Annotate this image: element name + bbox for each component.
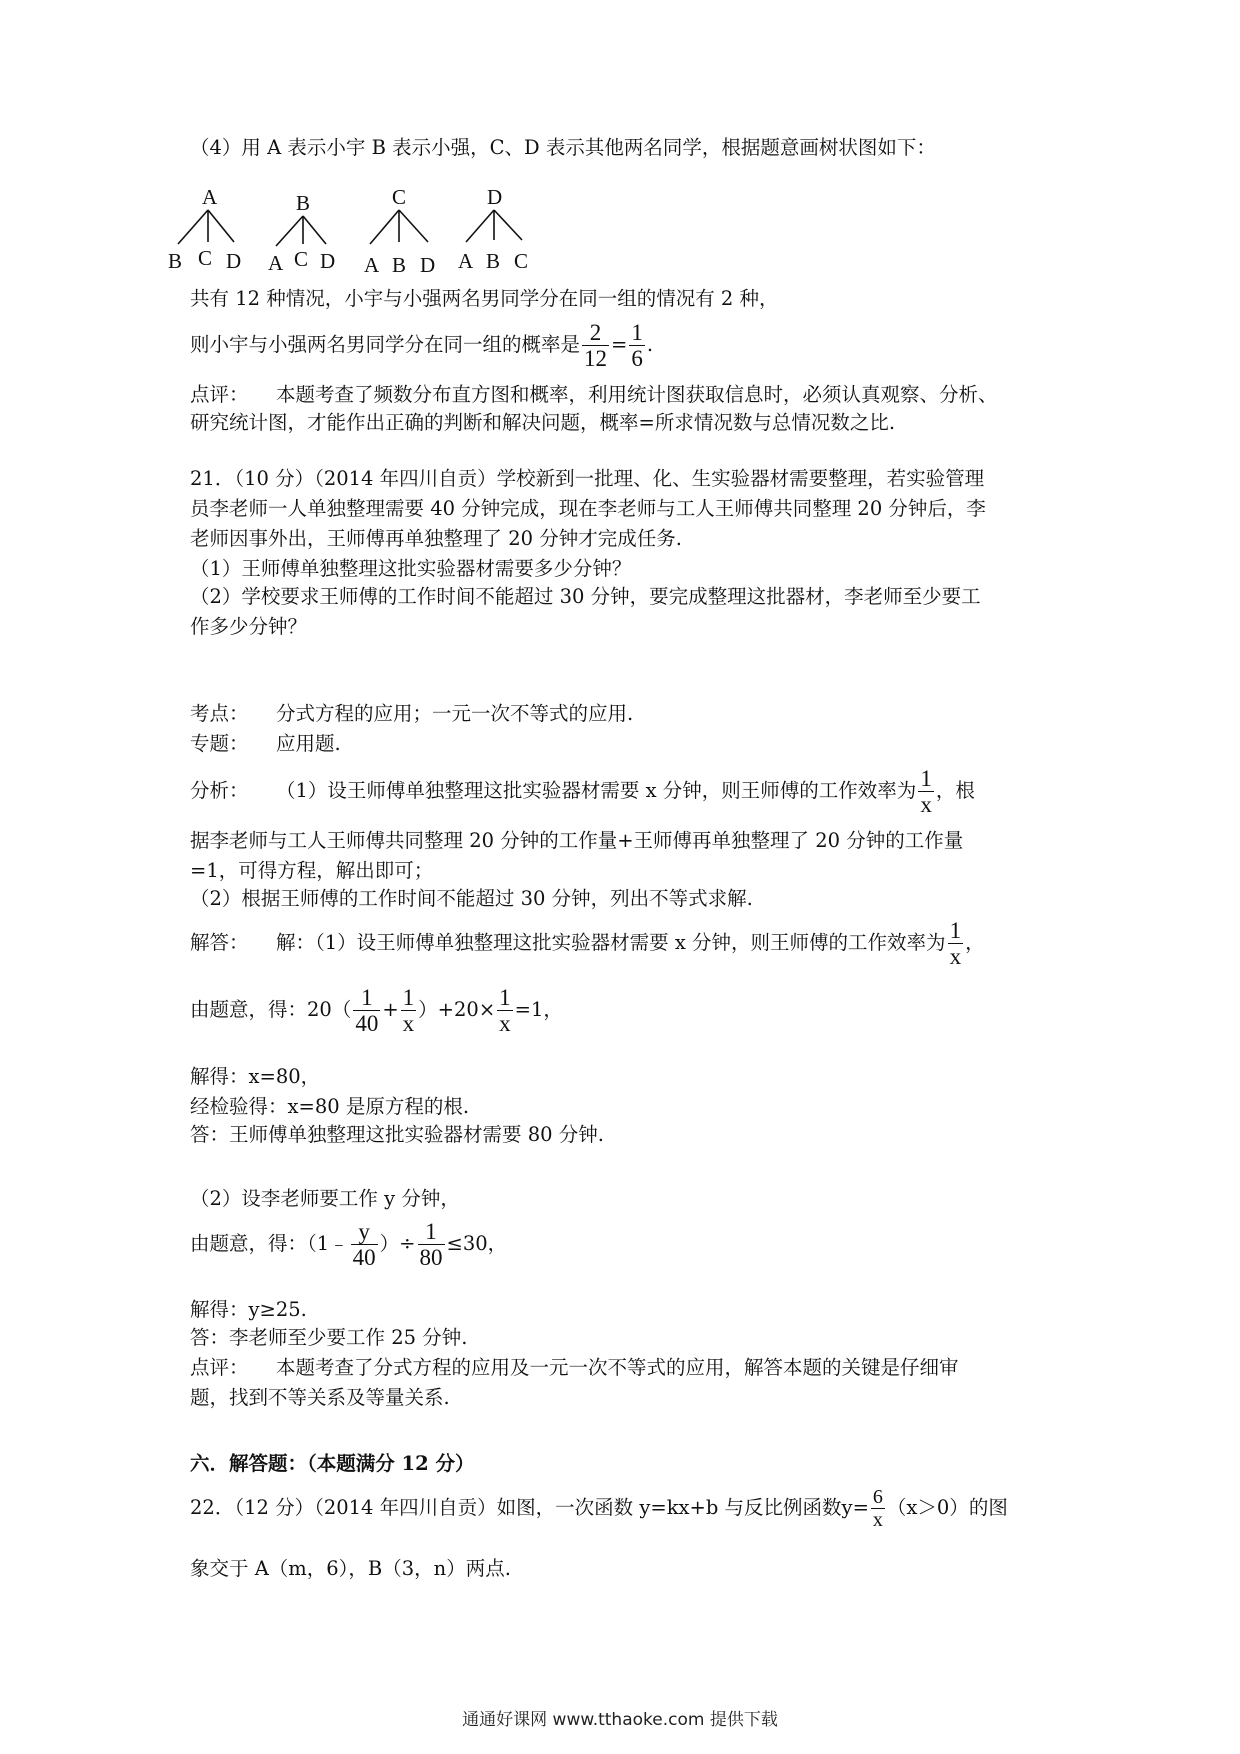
fraction-1-over-x [497,985,513,1036]
denominator: x [949,944,962,969]
fraction-6-over-x [871,1486,885,1531]
tree-b-child-2: C [294,247,309,271]
tree-b-child-3: D [320,249,336,273]
numerator: 1 [402,985,415,1010]
tree-b [268,191,335,275]
review21-line2: 题，找到不等关系及等量关系. [190,1386,450,1409]
fraction-y-over-40 [351,1219,378,1270]
fenxi-text-end: ，根 [935,779,975,802]
numerator: 1 [920,766,932,791]
review-label: 点评： [190,383,249,406]
denominator: 40 [352,1245,376,1270]
q21-line1: 21．（10 分）（2014 年四川自贡）学校新到一批理、化、生实验器材需要整理，若实验管理 [190,467,985,490]
jieda-line1 [190,918,985,969]
tree-d-child-2: B [486,249,501,273]
q22-text: 22．（12 分）（2014 年四川自贡）如图，一次函数 y=kx+b 与反比例函数 [190,1496,842,1519]
kaodian-line [190,700,633,728]
review-text: 本题考查了频数分布直方图和概率，利用统计图获取信息时，必须认真观察、分析、 [276,383,998,406]
part4-intro: （4）用 A 表示小宇 B 表示小强，C、D 表示其他两名同学，根据题意画树状图如下： [190,136,936,159]
tree-b-root: B [296,191,311,215]
numerator: 1 [499,985,511,1010]
fraction-1-over-x [401,985,417,1036]
fenxi-line4: （2）根据王师傅的工作时间不能超过 30 分钟，列出不等式求解. [190,887,753,910]
part2-set: （2）设李老师要工作 y 分钟， [190,1187,460,1210]
tree-d-root: D [487,185,503,209]
jieda-label: 解答： [190,931,249,954]
fraction-1-over-80 [418,1219,445,1270]
fraction-1-over-x [918,766,934,817]
fenxi-line3: =1，可得方程，解出即可； [190,859,434,882]
fraction-1-over-x [948,918,964,969]
tree-d-child-3: C [514,249,529,273]
part4-probability [190,320,653,371]
tree-a-child-2: C [198,246,213,270]
eq2-middle: ）÷ [379,1232,416,1255]
tree-a [168,185,241,273]
review21-line1 [190,1354,959,1382]
footer-credit: 通通好课网 www.tthaoke.com 提供下载 [462,1710,778,1730]
review20-line1 [190,381,998,409]
part4-cases: 共有 12 种情况，小宇与小强两名男同学分在同一组的情况有 2 种， [190,287,779,310]
denominator: x [402,1011,415,1036]
prob-fraction-2-12 [582,320,609,371]
q21-sub2b: 作多少分钟？ [190,615,308,638]
numerator: 6 [872,1486,883,1508]
eq1-middle: ）+20× [418,998,496,1021]
tree-diagram [168,185,606,277]
domain-condition: （x＞0） [886,1496,969,1519]
prob-fraction-1-6 [629,320,645,371]
denominator: x [499,1011,511,1036]
tree-c-child-3: D [420,253,436,277]
review-label: 点评： [190,1356,249,1379]
tree-c-child-1: A [364,253,380,277]
check-1: 经检验得：x=80 是原方程的根. [190,1095,470,1118]
period: . [646,333,654,356]
fraction-1-over-40 [353,985,380,1036]
tree-c-root: C [392,185,407,209]
numerator: 1 [418,1219,445,1245]
numerator: 1 [949,918,962,943]
q22-line2: 象交于 A（m，6），B（3，n）两点. [190,1557,511,1580]
y-equals: y= [841,1496,869,1519]
kaodian-label: 考点： [190,702,249,725]
tree-d [458,185,528,273]
q21-sub1: （1）王师傅单独整理这批实验器材需要多少分钟？ [190,557,632,580]
denominator: 12 [584,346,608,371]
denominator: x [920,792,932,817]
q22-text-end: 的图 [968,1496,1008,1519]
review20-line2: 研究统计图，才能作出正确的判断和解决问题，概率=所求情况数与总情况数之比. [190,411,896,434]
zhuanti-line [190,730,341,758]
denominator: x [872,1509,883,1531]
q22-line1 [190,1483,1008,1533]
jieda-text: 解：（1）设王师傅单独整理这批实验器材需要 x 分钟，则王师傅的工作效率为 [276,931,946,954]
tree-c [364,185,435,277]
numerator: 2 [582,320,609,346]
plus-sign: + [382,998,399,1021]
review-text: 本题考查了分式方程的应用及一元一次不等式的应用，解答本题的关键是仔细审 [276,1356,959,1379]
comma: ， [965,931,985,954]
equation-2 [190,1219,507,1270]
solution-1: 解得：x=80， [190,1065,321,1088]
zhuanti-label: 专题： [190,732,249,755]
fenxi-line2: 据李老师与工人王师傅共同整理 20 分钟的工作量+王师傅再单独整理了 20 分钟的工作量 [190,829,964,852]
fenxi-text: （1）设王师傅单独整理这批实验器材需要 x 分钟，则王师傅的工作效率为 [276,779,917,802]
numerator: y [351,1219,378,1245]
equation-1 [190,985,563,1036]
tree-d-child-1: A [458,249,474,273]
tree-a-child-3: D [226,249,242,273]
zhuanti-text: 应用题. [276,732,341,755]
denominator: 80 [419,1245,443,1270]
eq2-prefix: 由题意，得：（1﹣ [190,1232,349,1255]
tree-b-child-1: A [268,251,284,275]
eq2-end: ≤30， [446,1232,508,1255]
numerator: 1 [353,985,380,1011]
fenxi-line1 [190,766,975,817]
q21-sub2a: （2）学校要求王师傅的工作时间不能超过 30 分钟，要完成整理这批器材，李老师至少要工 [190,585,981,608]
denominator: 40 [355,1011,379,1036]
equals-sign: = [611,333,628,356]
fenxi-label: 分析： [190,779,249,802]
answer-2: 答：李老师至少要工作 25 分钟. [190,1326,468,1349]
prob-text: 则小宇与小强两名男同学分在同一组的概率是 [190,333,581,356]
tree-a-child-1: B [168,249,183,273]
tree-a-root: A [202,185,218,209]
eq1-prefix: 由题意，得：20（ [190,998,352,1021]
kaodian-text: 分式方程的应用；一元一次不等式的应用. [276,702,634,725]
tree-c-child-2: B [392,253,407,277]
eq1-end: =1， [514,998,563,1021]
solution-2: 解得：y≥25. [190,1298,307,1321]
q21-line3: 老师因事外出，王师傅再单独整理了 20 分钟才完成任务. [190,527,682,550]
section6-heading: 六．解答题：（本题满分 12 分） [190,1452,475,1475]
answer-1: 答：王师傅单独整理这批实验器材需要 80 分钟. [190,1123,604,1146]
denominator: 6 [631,346,643,371]
q21-line2: 员李老师一人单独整理需要 40 分钟完成，现在李老师与工人王师傅共同整理 20 分钟后，李 [190,497,986,520]
numerator: 1 [631,320,643,345]
